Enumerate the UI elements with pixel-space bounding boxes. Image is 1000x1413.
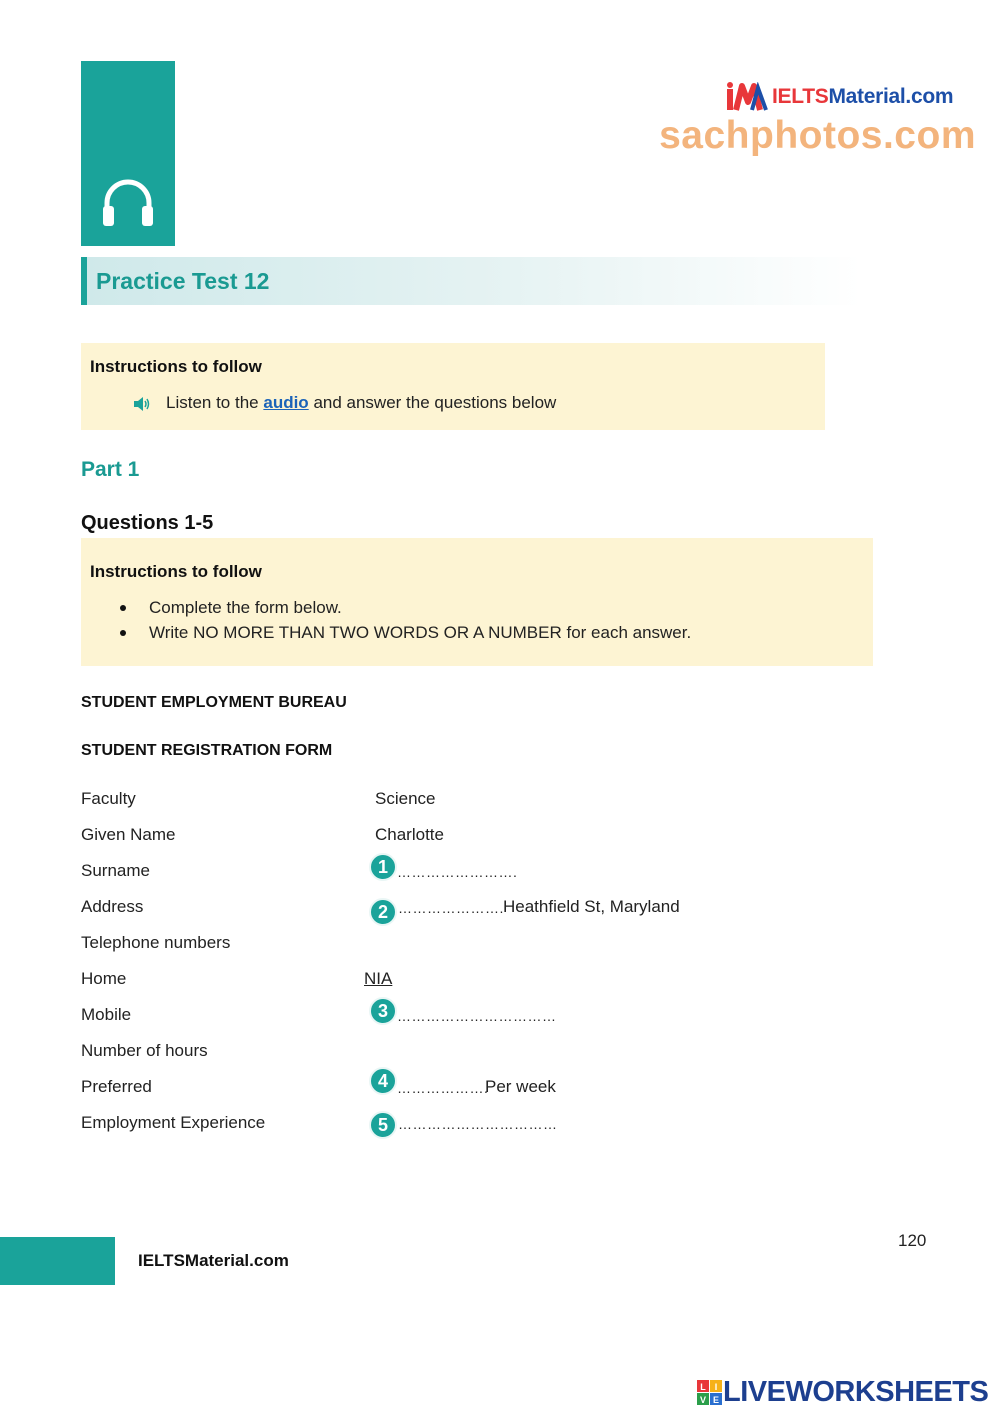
lw-badge-letter-e: E (712, 1394, 720, 1405)
liveworksheets-logo (697, 1376, 988, 1409)
instructions-heading-1: Instructions to follow (90, 357, 262, 376)
footer-teal-bar (0, 1237, 115, 1285)
lw-badge-letter-v: V (699, 1394, 707, 1405)
answer-blank-5[interactable]: …………………………… (398, 1116, 558, 1132)
answer-blank-3[interactable]: …………………………… (397, 1008, 557, 1024)
liveworksheets-badge-icon (697, 1380, 723, 1406)
instruction-bullet-2: Write NO MORE THAN TWO WORDS OR A NUMBER for each answer. (149, 623, 692, 642)
question-badge-2: 2 (369, 898, 397, 926)
instructions-heading-2: Instructions to follow (90, 562, 262, 581)
questions-title: Questions 1-5 (81, 512, 214, 534)
liveworksheets-text: LIVEWORKSHEETS (723, 1376, 989, 1408)
hours-suffix: Per week (485, 1077, 556, 1096)
speaker-icon (133, 396, 151, 412)
answer-blank-2[interactable]: …………………. (398, 900, 504, 916)
part-title: Part 1 (81, 458, 140, 481)
logo-text (772, 85, 953, 109)
ielts-material-logo (726, 82, 953, 112)
label-home: Home (81, 969, 127, 988)
label-employment-experience: Employment Experience (81, 1113, 266, 1132)
label-telephone-numbers: Telephone numbers (81, 933, 231, 952)
label-address: Address (81, 897, 144, 916)
page-number: 120 (898, 1231, 927, 1250)
header-teal-block (81, 61, 175, 246)
watermark: sachphotos.com (659, 114, 976, 157)
label-mobile: Mobile (81, 1005, 132, 1024)
label-preferred: Preferred (81, 1077, 152, 1096)
question-badge-5: 5 (369, 1111, 397, 1139)
label-given-name: Given Name (81, 825, 176, 844)
form-title: STUDENT REGISTRATION FORM (81, 742, 333, 759)
logo-text-red: IELTS (772, 85, 829, 108)
address-suffix: Heathfield St, Maryland (503, 897, 680, 916)
audio-link[interactable]: audio (263, 393, 309, 412)
answer-blank-1[interactable]: ……………………. (397, 864, 518, 880)
logo-text-blue: Material.com (828, 85, 954, 108)
audio-instruction-after: and answer the questions below (313, 393, 557, 412)
instruction-bullet-1: Complete the form below. (149, 598, 342, 617)
audio-instruction (166, 393, 556, 413)
question-badge-4: 4 (369, 1067, 397, 1095)
label-number-of-hours: Number of hours (81, 1041, 208, 1060)
question-badge-3: 3 (369, 997, 397, 1025)
footer-site: IELTSMaterial.com (138, 1251, 289, 1270)
lw-badge-letter-l: L (700, 1381, 706, 1392)
page-title: Practice Test 12 (96, 268, 270, 294)
label-surname: Surname (81, 861, 150, 880)
value-faculty: Science (375, 789, 436, 808)
answer-blank-4[interactable]: ………………. (397, 1080, 489, 1096)
label-faculty: Faculty (81, 789, 136, 808)
value-home: NIA (364, 969, 393, 988)
audio-instruction-before: Listen to the (166, 393, 259, 412)
bullet-icon (120, 605, 126, 611)
logo-mark-icon (726, 82, 772, 112)
value-given-name: Charlotte (375, 825, 444, 844)
headphones-icon (101, 176, 155, 230)
lw-badge-letter-i: I (714, 1381, 718, 1392)
bureau-heading: STUDENT EMPLOYMENT BUREAU (81, 694, 347, 711)
question-badge-1: 1 (369, 853, 397, 881)
bullet-icon (120, 630, 126, 636)
